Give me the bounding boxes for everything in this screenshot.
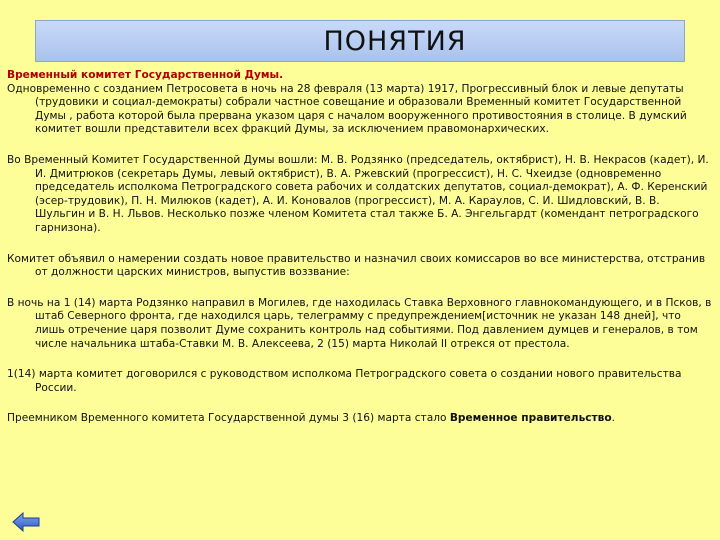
content-area (7, 69, 712, 443)
provisional-government-term: Временное правительство (449, 412, 612, 425)
section-heading: Временный комитет Государственной Думы. (7, 69, 284, 81)
paragraph-1 (7, 69, 712, 137)
title-bar (35, 20, 685, 62)
paragraph-6-text: Преемником Временного комитета Государственной думы 3 (16) марта стало (7, 412, 450, 425)
paragraph-2: Во Временный Комитет Государственной Думы вошли: М. В. Родзянко (председатель, октябрист), Н. В. Некрасов (кадет), И. И. Дмитрюков (секретарь Думы, левый октябрист), В. А. Ржевский (прогрессист), Н. С. Чхеидзе (одновременно председатель исполкома Петроградского совета рабочих и солдатских депутатов, социал-демократ), А. Ф. Керенский (эсер-трудовик), П. Н. Милюков (кадет), А. И. Коновалов (прогрессист), М. А. Караулов, С. И. Шидловский, В. В. Шульгин и В. Н. Львов. Несколько позже членом Комитета стал также Б. А. Энгельгардт (комендант петроградского гарнизона). (7, 153, 709, 234)
paragraph-4: В ночь на 1 (14) марта Родзянко направил в Могилев, где находилась Ставка Верховного главнокомандующего, и в Псков, в штаб Северного фронта, где находился царь, телеграмму с предупреждением[источник не указан 148 дней], что лишь отречение царя позволит Думе сохранить контроль над событиями. Под давлением думцев и генералов, в том числе начальника штаба-Ставки М. В. Алексеева, 2 (15) марта Николай II отрекся от престола. (7, 296, 712, 350)
paragraph-5: 1(14) марта комитет договорился с руководством исполкома Петроградского совета о создании нового правительства России. (7, 368, 682, 394)
paragraph-6 (7, 412, 712, 426)
back-arrow-icon[interactable] (12, 512, 40, 532)
paragraph-3: Комитет объявил о намерении создать новое правительство и назначил своих комиссаров во все министерства, отстранив от должности царских министров, выпустив воззвание: (7, 252, 706, 279)
page-title: ПОНЯТИЯ (323, 25, 467, 57)
paragraph-1-body: Одновременно с созданием Петросовета в ночь на 28 февраля (13 марта) 1917, Прогрессивный блок и левые депутаты (трудовики и социал-демократы) собрали частное совещание и образовали Временный комитет Государственной Думы , работа которой была прервана указом царя с началом вооруженного противостояния в столице. В думский комитет вошли представители всех фракций Думы, за исключением правомонархических. (7, 82, 687, 136)
paragraph-6-end: . (611, 412, 616, 425)
